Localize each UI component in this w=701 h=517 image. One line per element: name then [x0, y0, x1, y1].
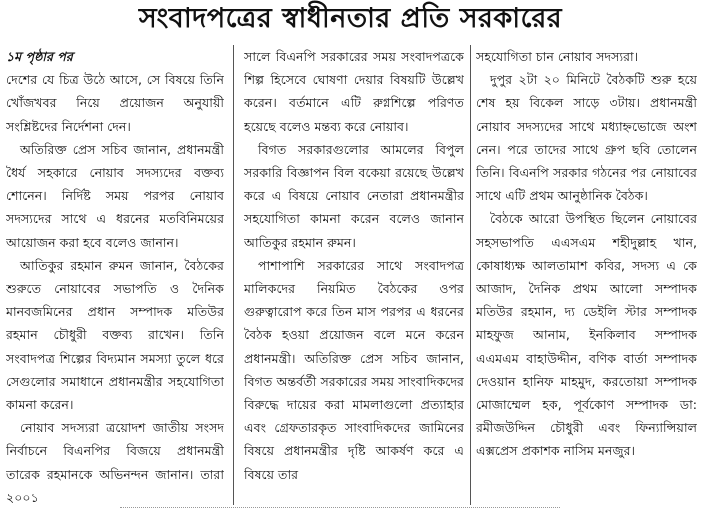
column-rule-right [470, 45, 471, 505]
paragraph: বৈঠকে আরো উপস্থিত ছিলেন নোয়াবের সহসভাপতি এএসএম শহীদুল্লাহ খান, কোষাধ্যক্ষ আলতামাশ কবির, সদস্য এ কে আজাদ, দৈনিক প্রথম আলো সম্পাদক মতিউর রহমান, দ্য ডেইলি স্টার সম্পাদক মাহফুজ আনাম, ইনকিলাব সম্পাদক এএমএম বাহাউদ্দীন, বণিক বার্তা সম্পাদক দেওয়ান হানিফ মাহমুদ, করতোয়া সম্পাদক মোজাম্মেল হক, পূর্বকোণ সম্পাদক ডা: রমীজউদ্দিন চৌধুরী এবং ফিন্যান্সিয়াল এক্সপ্রেস প্রকাশক নাসিম মনজুর। [476, 211, 697, 459]
column-rule-left [233, 45, 234, 505]
paragraph: দুপুর ২টা ২০ মিনিটে বৈঠকটি শুরু হয়ে শেষ হয় বিকেল সাড়ে ৩টায়। প্রধানমন্ত্রী নোয়াব সদস্যদের সাথে মধ্যাহ্নভোজে অংশ নেন। পরে তাদের সাথে গ্রুপ ছবি তোলেন তিনি। বিএনপি সরকার গঠনের পর নোয়াবের সাথে এটি প্রথম আনুষ্ঠানিক বৈঠক। [476, 72, 697, 204]
article-column-3 [476, 45, 697, 505]
paragraph: সহযোগিতা চান নোয়াব সদস্যরা। [476, 49, 639, 64]
paragraph: আতিকুর রহমান রুমন জানান, বৈঠকের শুরুতে নোয়াবের সভাপতি ও দৈনিক মানবজমিনের প্রধান সম্পাদক মতিউর রহমান চৌধুরী বক্তব্য রাখেন। তিনি সংবাদপত্র শিল্পের বিদ্যমান সমস্যা তুলে ধরে সেগুলোর সমাধানে প্রধানমন্ত্রীর সহযোগিতা কামনা করেন। [6, 257, 224, 413]
continued-from-label: ১ম পৃষ্ঠার পর [6, 49, 73, 64]
article-column-1 [6, 45, 224, 505]
paragraph: বিগত সরকারগুলোর আমলের বিপুল সরকারি বিজ্ঞাপন বিল বকেয়া রয়েছে উল্লেখ করে এ বিষয়ে নোয়াব নেতারা প্রধানমন্ত্রীর সহযোগিতা কামনা করেন বলেও জানান আতিকুর রহমান রুমন। [244, 141, 464, 250]
paragraph: সালে বিএনপি সরকারের সময় সংবাদপত্রকে শিল্প হিসেবে ঘোষণা দেয়ার বিষয়টি উল্লেখ করেন। বর্তমানে এটি রুগ্নশিল্পে পরিণত হয়েছে বলেও মন্তব্য করে নোয়াব। [244, 49, 464, 134]
paragraph: অতিরিক্ত প্রেস সচিব জানান, প্রধানমন্ত্রী ধৈর্য সহকারে নোয়াব সদস্যদের বক্তব্য শোনেন। নির্দিষ্ট সময় পরপর নোয়াব সদস্যদের সাথে এ ধরনের মতবিনিময়ের আয়োজন করা হবে বলেও জানান। [6, 141, 224, 250]
headline: সংবাদপত্রের স্বাধীনতার প্রতি সরকারের [138, 3, 563, 34]
continued-paragraph [6, 45, 224, 68]
paragraph: পাশাপাশি সরকারের সাথে সংবাদপত্র মালিকদের নিয়মিত বৈঠকের ওপর গুরুত্বারোপ করে তিন মাস পরপর এ ধরনের বৈঠক হওয়া প্রয়োজন বলে মনে করেন প্রধানমন্ত্রী। অতিরিক্ত প্রেস সচিব জানান, বিগত অন্তর্বর্তী সরকারের সময় সাংবাদিকদের বিরুদ্ধে দায়ের করা মামলাগুলো প্রত্যাহার এবং গ্রেফতারকৃত সাংবাদিকদের জামিনের বিষয়ে প্রধানমন্ত্রীর দৃষ্টি আকর্ষণ করে এ বিষয়ে তার [244, 257, 464, 482]
paragraph: দেশের যে চিত্র উঠে আসে, সে বিষয়ে তিনি খোঁজখবর নিয়ে প্রয়োজন অনুযায়ী সংশ্লিষ্টদের নির্দেশনা দেন। [6, 72, 224, 134]
article-column-2 [244, 45, 464, 505]
paragraph: নোয়াব সদস্যরা ত্রয়োদশ জাতীয় সংসদ নির্বাচনে বিএনপির বিজয়ে প্রধানমন্ত্রী তারেক রহমানকে অভিনন্দন জানান। তারা ২০০১ [6, 420, 224, 505]
